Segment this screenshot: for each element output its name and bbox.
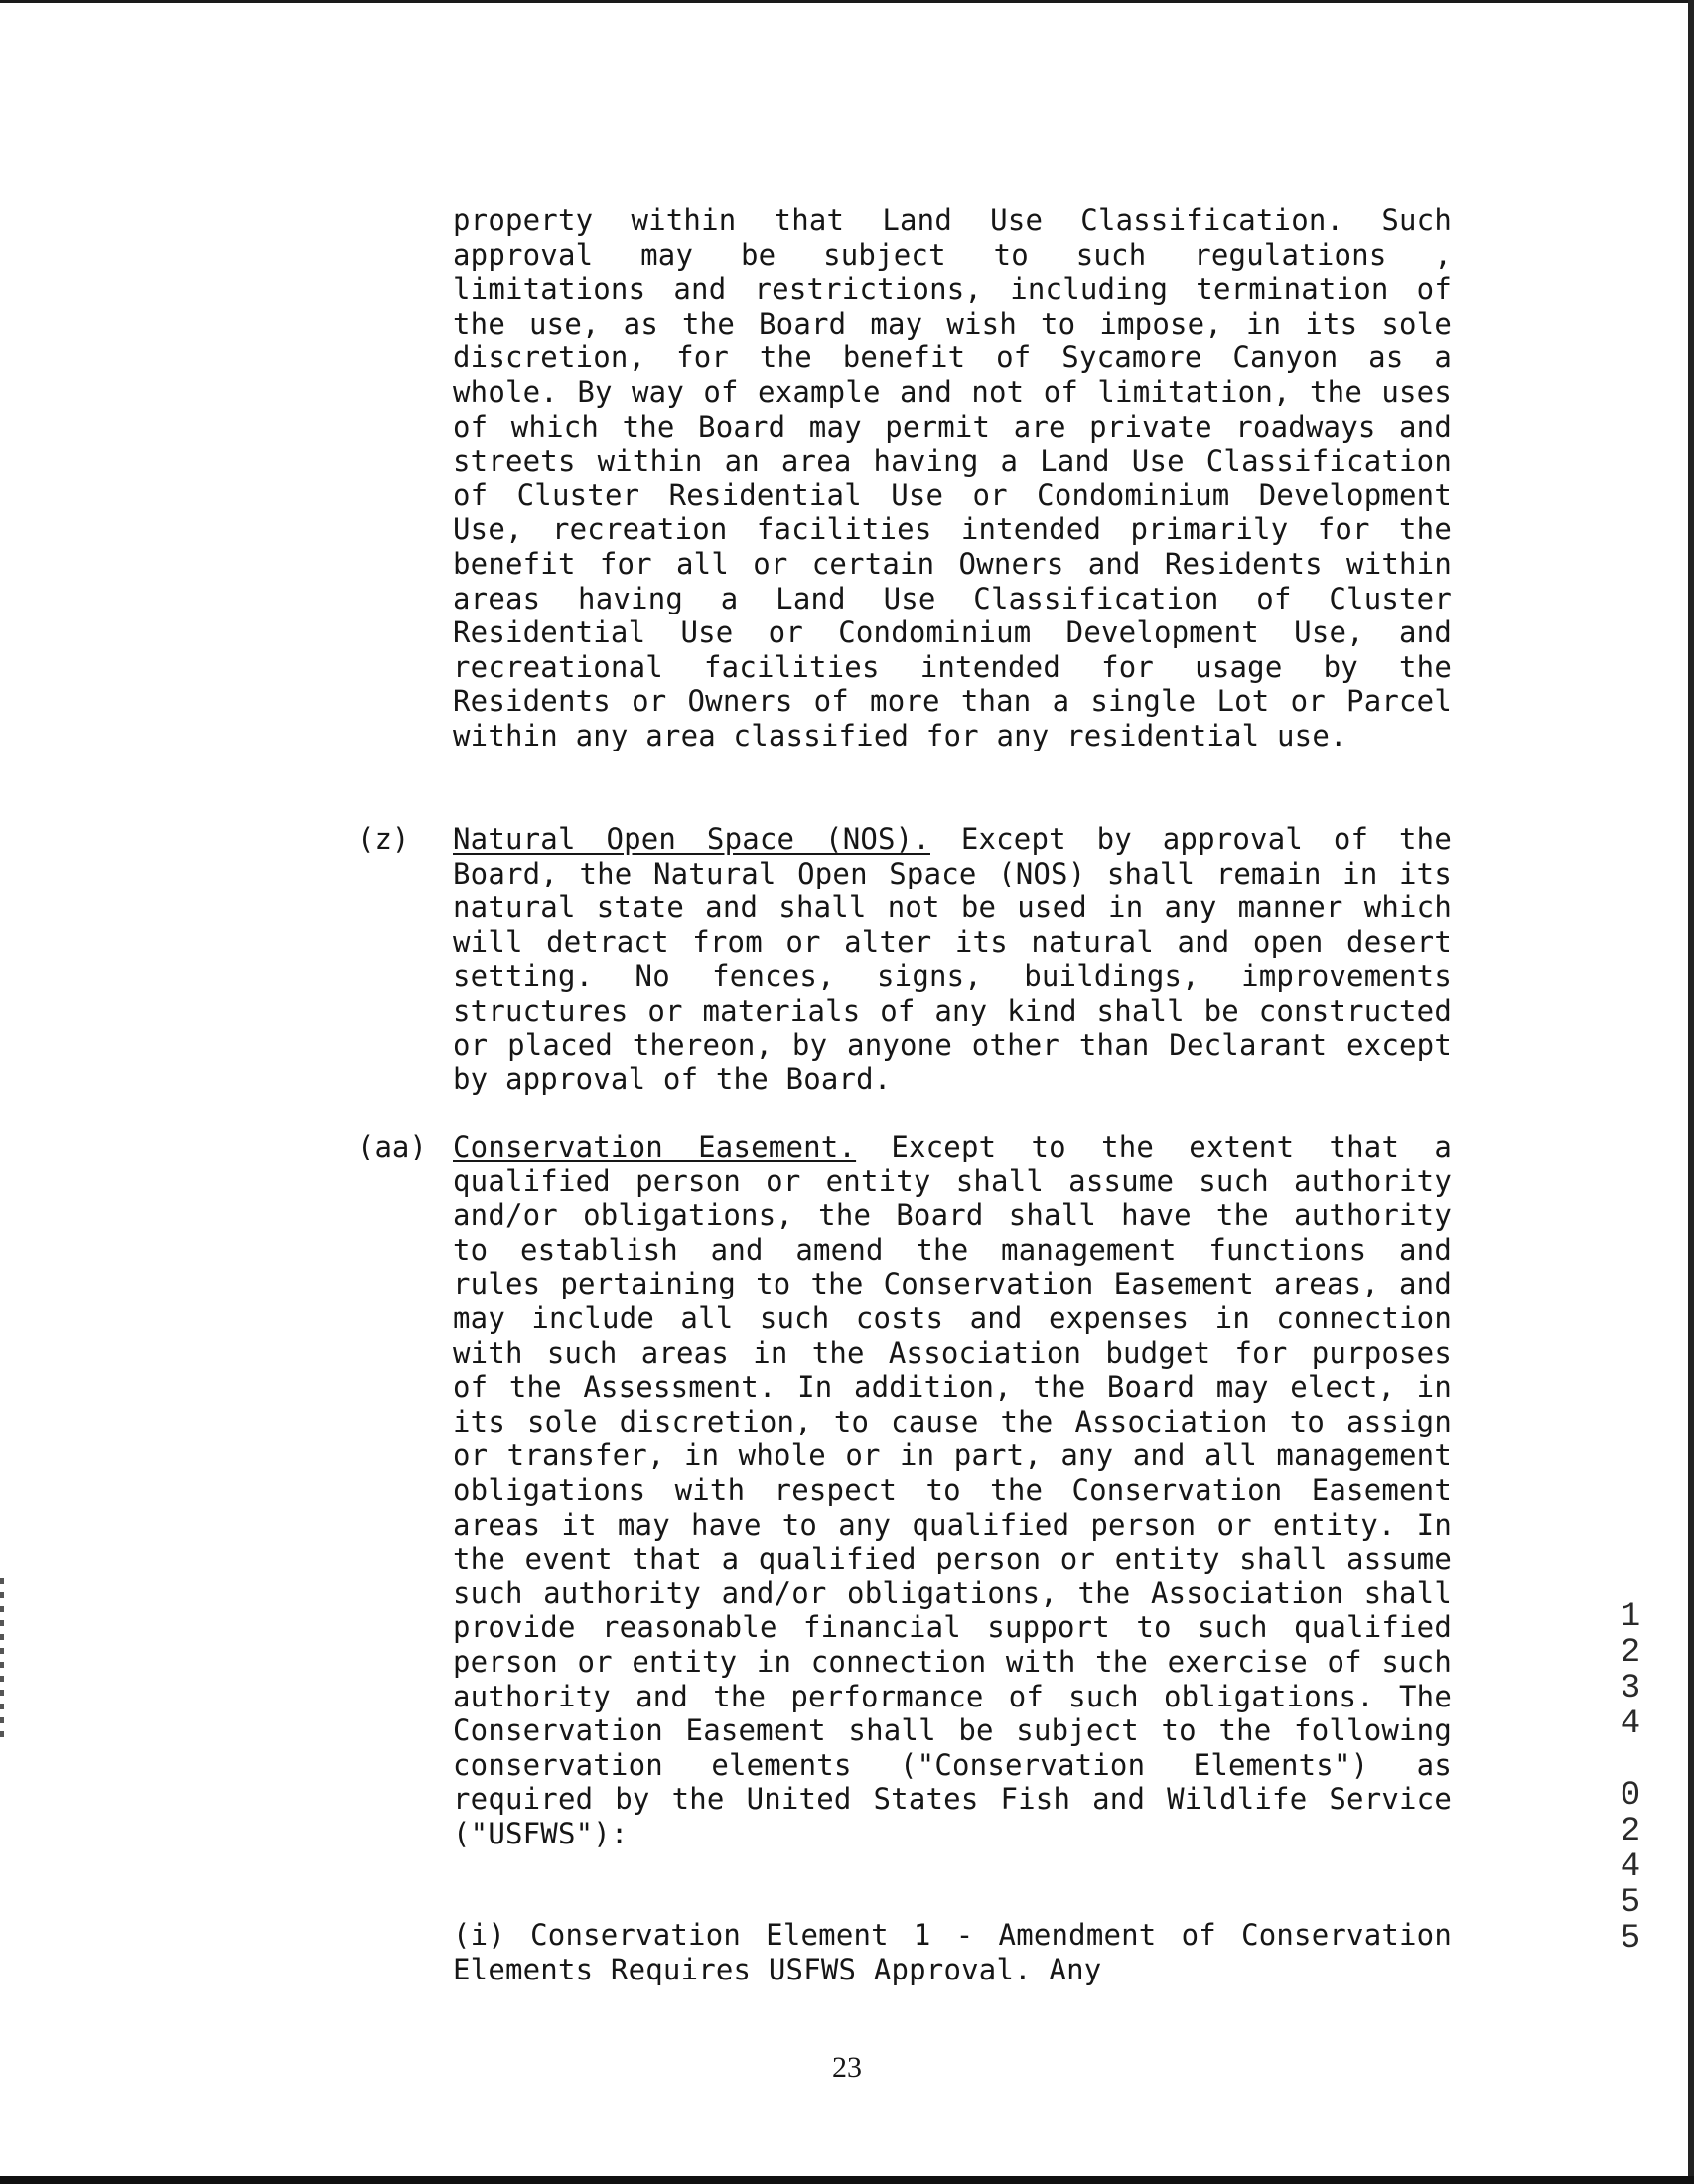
section-aa-heading: Conservation Easement.: [453, 1130, 857, 1163]
section-aa-label: (aa): [357, 1130, 427, 1163]
page-number: 23: [832, 2051, 862, 2084]
scan-bottom-edge: [0, 2176, 1694, 2184]
section-z-paragraph: [453, 822, 1452, 1097]
recording-stamp: 1234 02455: [1612, 1598, 1649, 1956]
section-z-label: (z): [357, 822, 410, 856]
conservation-element-1: (i) Conservation Element 1 - Amendment of Conservation Elements Requires USFWS Approval. Any: [453, 1918, 1452, 1986]
section-aa-paragraph: [453, 1130, 1452, 1850]
section-z-body: Except by approval of the Board, the Natural Open Space (NOS) shall remain in its natural state and shall not be used in any manner which will detract from or alter its natural and open desert setting. No fences, signs, buildings, improvements structures or materials of any kind shall be constructed or placed thereon, by anyone other than Declarant except by approval of the Board.: [453, 822, 1452, 1097]
scan-top-edge: [0, 0, 1694, 3]
section-aa-body: Except to the extent that a qualified person or entity shall assume such authority and/or obligations, the Board shall have the authority to establish and amend the management functions and rules pertaining to the Conservation Easement areas, and may include all such costs and expenses in connection with such areas in the Association budget for purposes of the Assessment. In addition, the Board may elect, in its sole discretion, to cause the Association to assign or transfer, in whole or in part, any and all management obligations with respect to the Conservation Easement areas it may have to any qualified person or entity. In the event that a qualified person or entity shall assume such authority and/or obligations, the Association shall provide reasonable financial support to such qualified person or entity in connection with the exercise of such authority and the performance of such obligations. The Conservation Easement shall be subject to the following conservation elements ("Conservation Elements") as required by the United States Fish and Wildlife Service ("USFWS"):: [453, 1130, 1453, 1850]
section-z-heading: Natural Open Space (NOS).: [453, 822, 930, 856]
paragraph-land-use-approval: property within that Land Use Classification. Such approval may be subject to such regulations , limitations and restrictions, including termination of the use, as the Board may wish to impose, in its sole discretion, for the benefit of Sycamore Canyon as a whole. By way of example and not of limitation, the uses of which the Board may permit are private roadways and streets within an area having a Land Use Classification of Cluster Residential Use or Condominium Development Use, recreation facilities intended primarily for the benefit for all or certain Owners and Residents within areas having a Land Use Classification of Cluster Residential Use or Condominium Development Use, and recreational facilities intended for usage by the Residents or Owners of more than a single Lot or Parcel within any area classified for any residential use.: [453, 204, 1452, 752]
scan-right-edge: [1688, 0, 1694, 2184]
scan-margin-marks: [0, 1578, 4, 1737]
